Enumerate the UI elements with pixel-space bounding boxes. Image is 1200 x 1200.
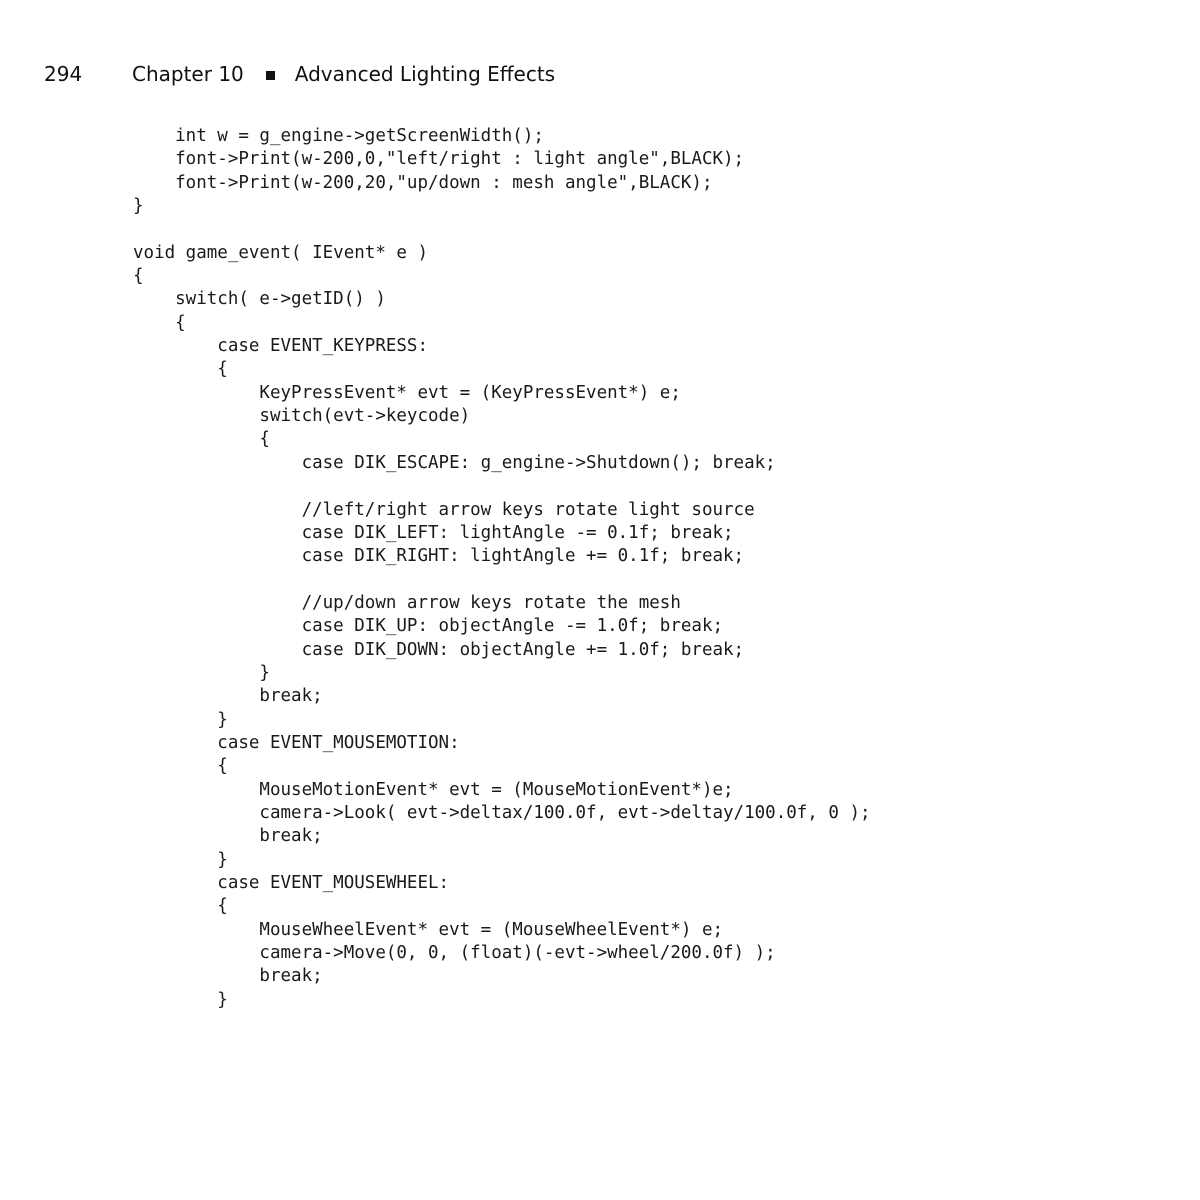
code-line: MouseWheelEvent* evt = (MouseWheelEvent*) e; xyxy=(133,919,724,940)
code-line: case DIK_ESCAPE: g_engine->Shutdown(); break; xyxy=(133,452,776,473)
code-line: { xyxy=(133,896,228,917)
code-line: break; xyxy=(133,826,323,847)
running-head xyxy=(44,60,555,88)
code-line: font->Print(w-200,0,"left/right : light angle",BLACK); xyxy=(133,149,745,170)
section-title: Advanced Lighting Effects xyxy=(294,62,556,86)
code-line: case DIK_UP: objectAngle -= 1.0f; break; xyxy=(133,616,724,637)
code-line: camera->Look( evt->deltax/100.0f, evt->deltay/100.0f, 0 ); xyxy=(133,802,871,823)
code-line: case DIK_DOWN: objectAngle += 1.0f; break; xyxy=(133,639,745,660)
code-line: switch( e->getID() ) xyxy=(133,289,386,310)
code-line: font->Print(w-200,20,"up/down : mesh angle",BLACK); xyxy=(133,172,713,193)
code-line: case DIK_LEFT: lightAngle -= 0.1f; break; xyxy=(133,522,734,543)
code-line: case DIK_RIGHT: lightAngle += 0.1f; break; xyxy=(133,546,745,567)
code-line: case EVENT_MOUSEWHEEL: xyxy=(133,873,450,893)
code-line: //up/down arrow keys rotate the mesh xyxy=(133,592,681,613)
code-line: void game_event( IEvent* e ) xyxy=(133,242,429,263)
code-line xyxy=(133,218,871,241)
code-line: } xyxy=(133,849,228,870)
code-line: case EVENT_KEYPRESS: xyxy=(133,336,429,357)
code-line: int w = g_engine->getScreenWidth(); xyxy=(133,126,544,146)
code-line: break; xyxy=(133,966,323,987)
code-line: } xyxy=(133,989,228,1010)
code-line: } xyxy=(133,662,270,683)
code-line xyxy=(133,569,871,592)
square-bullet-icon xyxy=(266,71,275,80)
code-line: case EVENT_MOUSEMOTION: xyxy=(133,732,460,753)
code-line: { xyxy=(133,429,270,450)
code-line: { xyxy=(133,312,186,333)
code-line: { xyxy=(133,756,228,777)
page-number: 294 xyxy=(44,62,83,86)
code-line: KeyPressEvent* evt = (KeyPressEvent*) e; xyxy=(133,382,681,403)
code-line xyxy=(133,475,871,498)
code-line: } xyxy=(133,709,228,730)
code-line: { xyxy=(133,359,228,380)
code-line: MouseMotionEvent* evt = (MouseMotionEvent*)e; xyxy=(133,779,734,800)
code-line: } xyxy=(133,196,144,217)
code-line: camera->Move(0, 0, (float)(-evt->wheel/200.0f) ); xyxy=(133,943,776,964)
code-line: break; xyxy=(133,686,323,707)
code-line: { xyxy=(133,266,144,287)
code-line: //left/right arrow keys rotate light source xyxy=(133,499,755,520)
code-line: switch(evt->keycode) xyxy=(133,406,471,427)
code-listing xyxy=(133,125,871,1012)
chapter-label: Chapter 10 xyxy=(132,62,244,86)
